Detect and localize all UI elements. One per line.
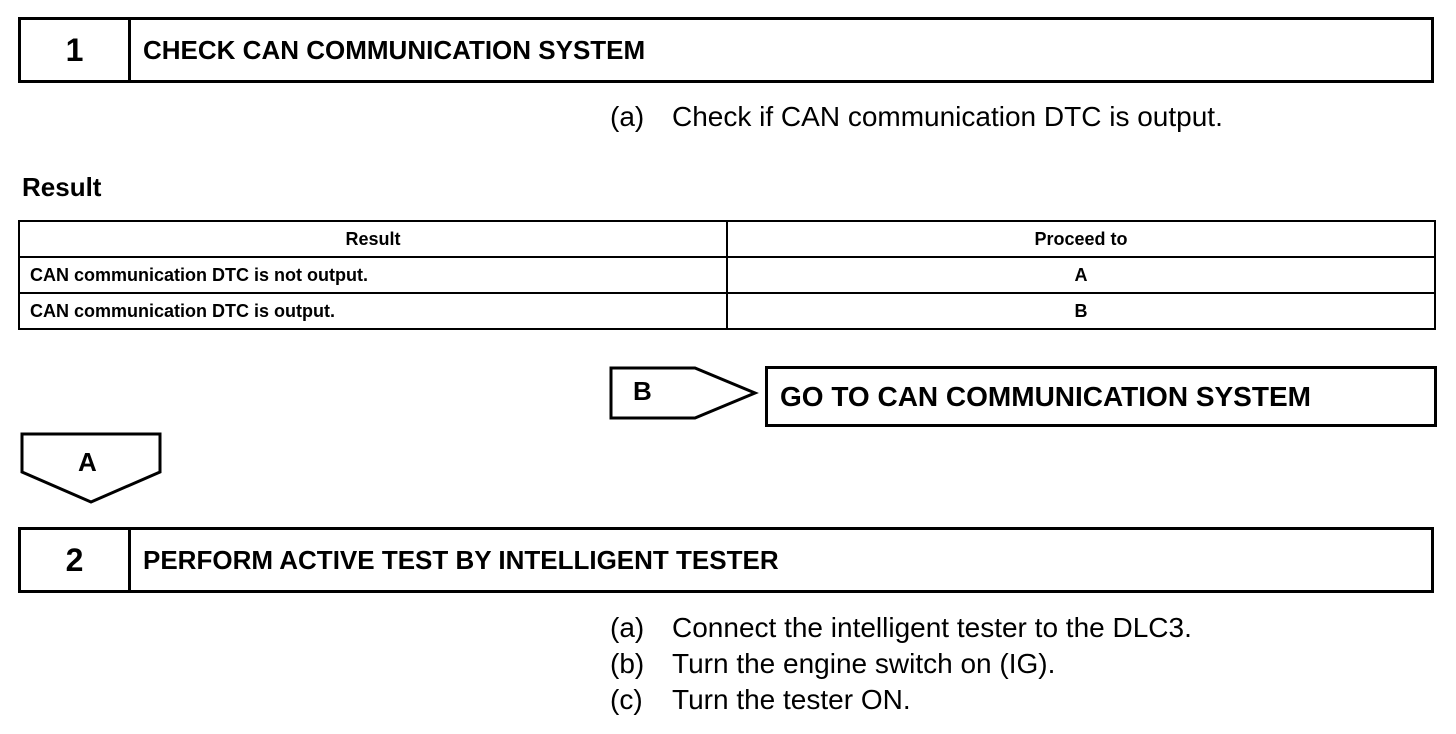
instruction-text: Check if CAN communication DTC is output. [672,101,1223,132]
step-2-header [18,527,1434,593]
step-2-number: 2 [21,530,131,590]
branch-b-label: B [633,376,652,406]
instruction-item [610,646,1192,682]
table-row [19,257,1435,293]
table-cell-proceed: A [727,257,1435,293]
instruction-item [610,610,1192,646]
instruction-letter: (a) [610,101,645,132]
result-heading: Result [22,172,102,202]
table-cell-result: CAN communication DTC is output. [19,293,727,329]
step-2-instructions [610,610,1192,718]
instruction-item [610,682,1192,718]
step-2-title: PERFORM ACTIVE TEST BY INTELLIGENT TESTER [143,544,779,575]
step-1-number: 1 [21,20,131,80]
result-table [18,220,1436,330]
instruction-letter: (a) [610,612,645,643]
instruction-text: Connect the intelligent tester to the DLC3. [672,612,1192,643]
branch-a-label: A [78,447,97,477]
table-cell-result: CAN communication DTC is not output. [19,257,727,293]
table-header-proceed: Proceed to [727,221,1435,257]
instruction-item [610,99,1223,135]
instruction-letter: (b) [610,648,645,679]
table-row [19,293,1435,329]
branch-b-target: GO TO CAN COMMUNICATION SYSTEM [765,366,1437,427]
instruction-text: Turn the engine switch on (IG). [672,648,1056,679]
branch-b-arrow-icon [609,366,759,422]
step-1-instructions [610,99,1223,135]
step-1-header [18,17,1434,83]
table-cell-proceed: B [727,293,1435,329]
table-header-result: Result [19,221,727,257]
instruction-text: Turn the tester ON. [672,684,911,715]
table-header-row [19,221,1435,257]
instruction-letter: (c) [610,684,643,715]
step-1-title: CHECK CAN COMMUNICATION SYSTEM [143,34,646,65]
